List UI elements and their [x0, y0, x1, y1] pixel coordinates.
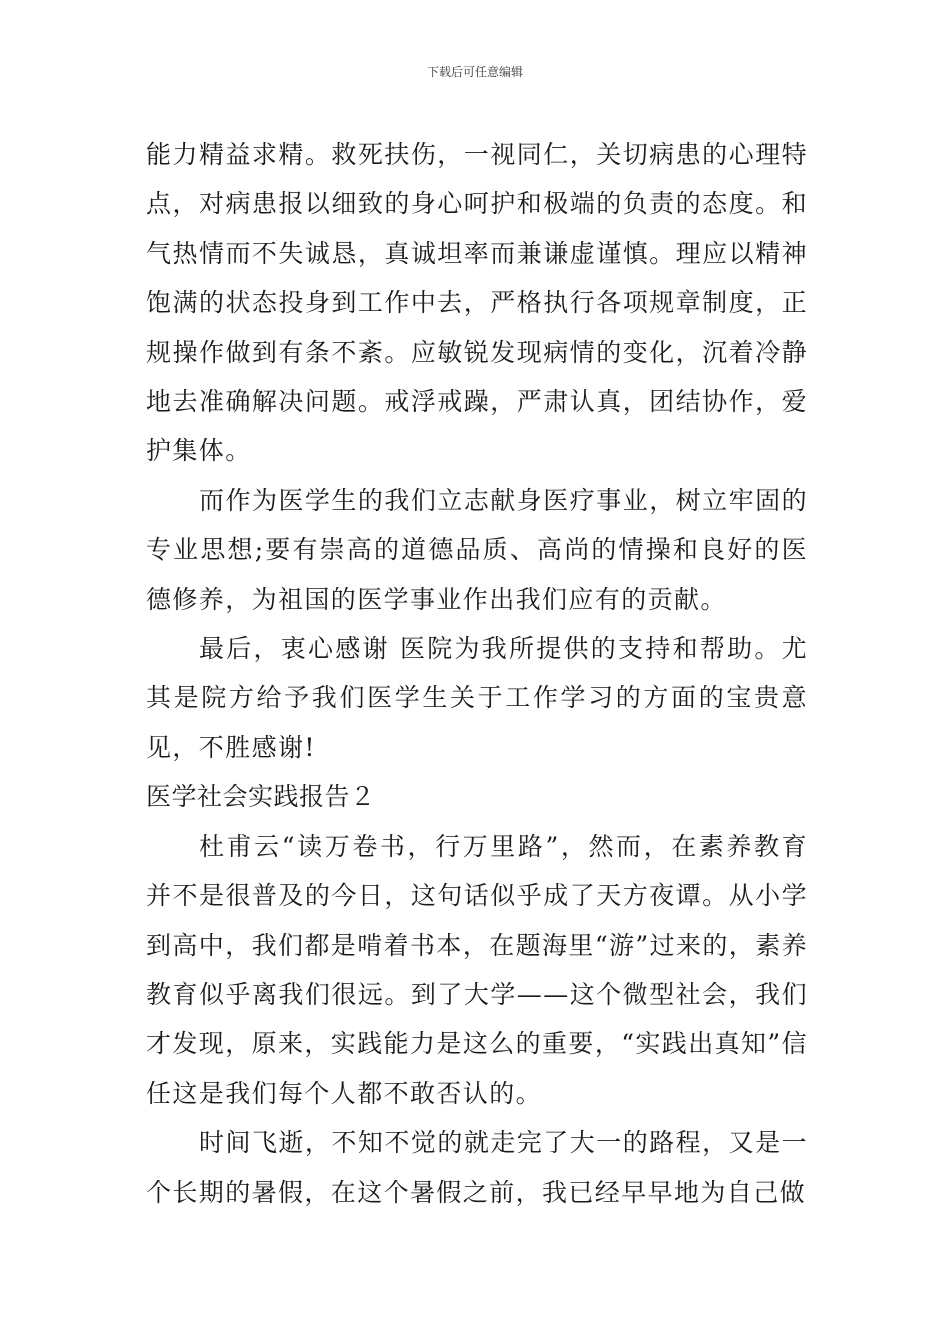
paragraph-1: 能力精益求精。救死扶伤，一视同仁，关切病患的心理特点，对病患报以细致的身心呵护和极端的负责的态度。和气热情而不失诚恳，真诚坦率而兼谦虚谨慎。理应以精神饱满的状态投身到工作中去，严格执行各项规章制度，正规操作做到有条不紊。应敏锐发现病情的变化，沉着冷静地去准确解决问题。戒浮戒躁，严肃认真，团结协作，爱护集体。: [146, 140, 808, 466]
paragraph-2: 而作为医学生的我们立志献身医疗事业，树立牢固的专业思想;要有崇高的道德品质、高尚的情操和良好的医德修养，为祖国的医学事业作出我们应有的贡献。: [146, 485, 808, 614]
section-title: 医学社会实践报告２: [146, 782, 376, 812]
page-header-note: 下载后可任意编辑: [426, 65, 523, 79]
paragraph-5: 时间飞逝，不知不觉的就走完了大一的路程，又是一个长期的暑假，在这个暑假之前，我已经早早地为自己做: [146, 1128, 808, 1207]
paragraph-3: 最后，衷心感谢 医院为我所提供的支持和帮助。尤其是院方给予我们医学生关于工作学习的方面的宝贵意见，不胜感谢!: [146, 634, 808, 762]
paragraph-4: 杜甫云“读万卷书，行万里路”，然而，在素养教育并不是很普及的今日，这句话似乎成了天方夜谭。从小学到高中，我们都是啃着书本，在题海里“游”过来的，素养教育似乎离我们很远。到了大学——这个微型社会，我们才发现，原来，实践能力是这么的重要，“实践出真知”信任这是我们每个人都不敢否认的。: [146, 831, 808, 1108]
document-body: [146, 130, 808, 1217]
